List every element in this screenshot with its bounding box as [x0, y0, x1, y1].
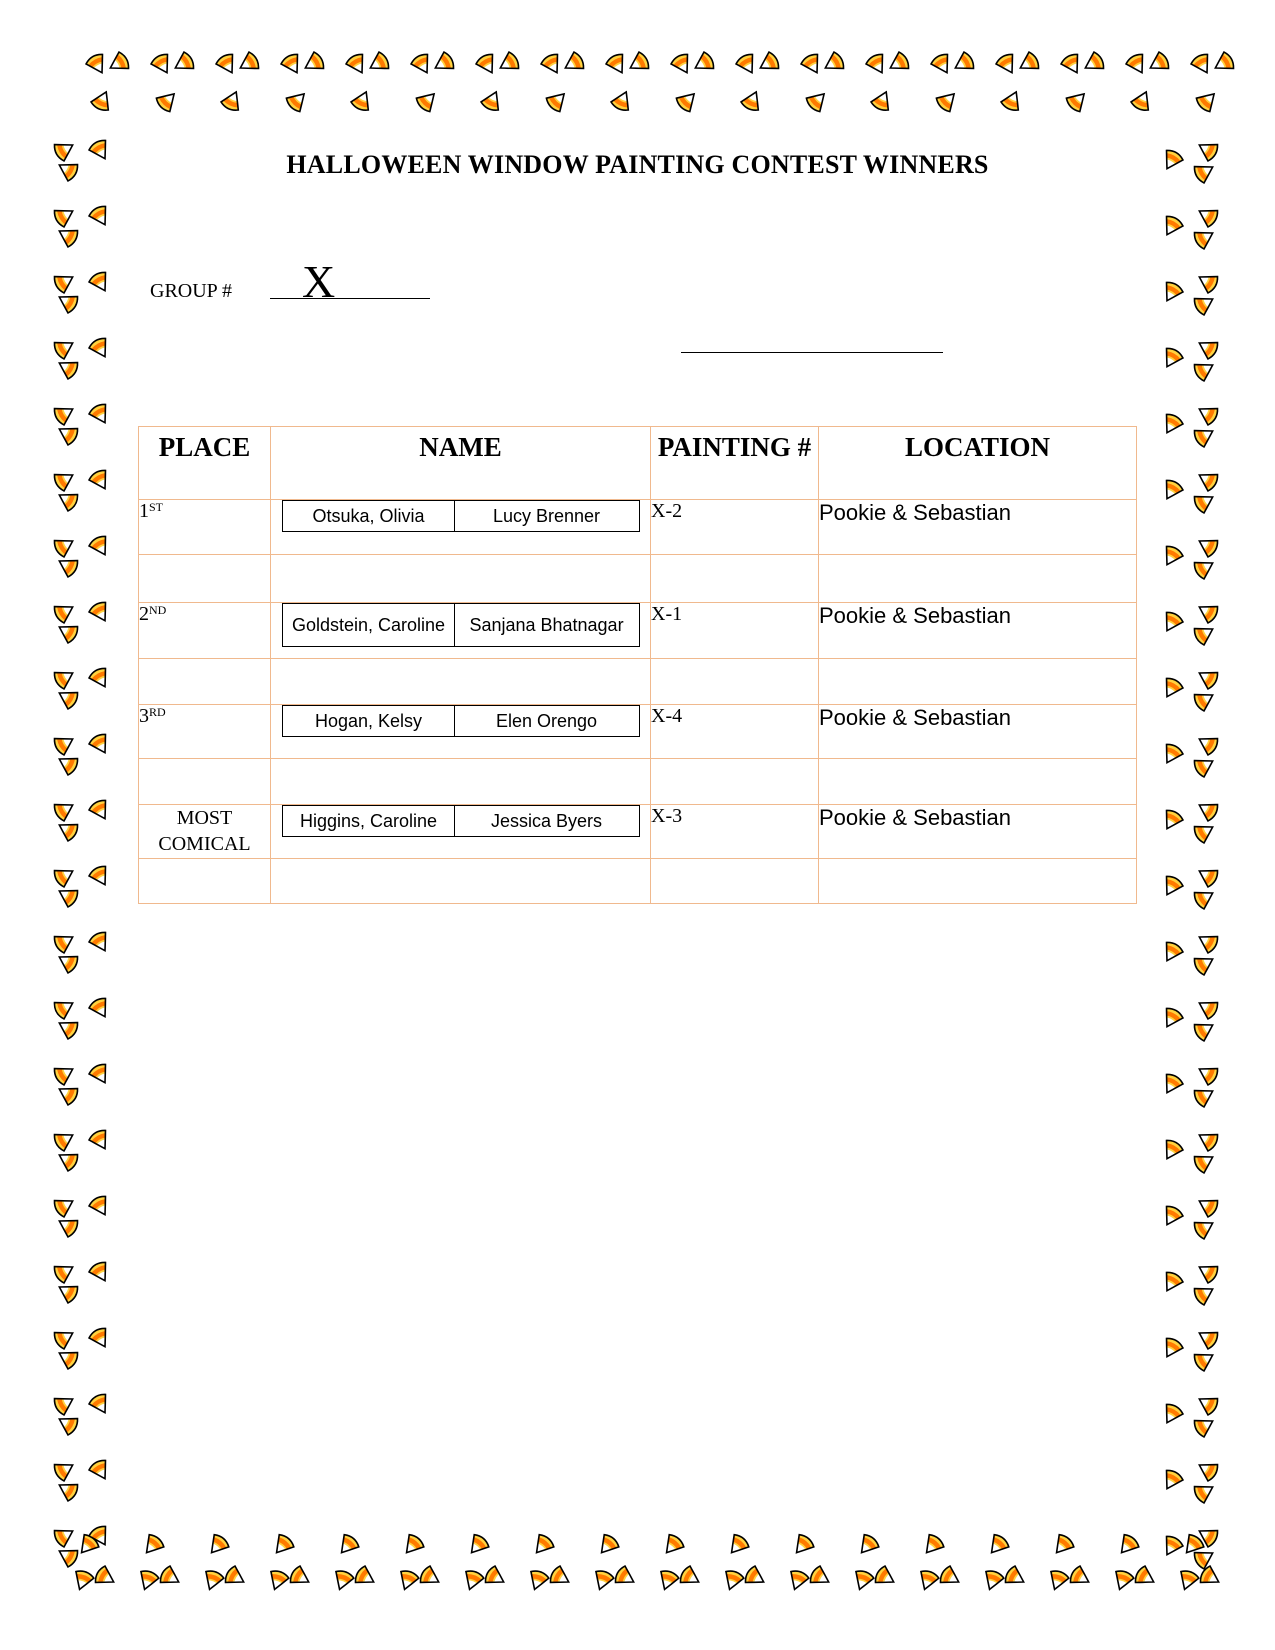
location-cell: Pookie & Sebastian — [819, 603, 1137, 659]
candy-corn-icon — [1159, 1336, 1185, 1362]
candy-corn-icon — [475, 52, 501, 78]
candy-corn-icon — [1192, 225, 1218, 251]
candy-corn-icon — [1192, 885, 1218, 911]
candy-corn-icon — [52, 1061, 78, 1087]
candy-corn-icon — [1192, 687, 1218, 713]
candy-corn-icon — [331, 1569, 355, 1593]
candy-corn-icon — [85, 52, 111, 78]
candy-corn-icon — [496, 51, 522, 77]
candy-corn-icon — [1133, 1565, 1159, 1591]
candy-corn-icon — [55, 619, 81, 645]
candy-corn-icon — [171, 51, 197, 77]
header-location: LOCATION — [819, 427, 1137, 500]
candy-corn-icon — [52, 467, 78, 493]
candy-corn-icon — [52, 533, 78, 559]
candy-corn-icon — [821, 51, 847, 77]
candy-corn-icon — [1192, 291, 1218, 317]
candy-corn-icon — [52, 929, 78, 955]
candy-corn-icon — [88, 1392, 114, 1418]
candy-corn-icon — [396, 1569, 420, 1593]
name-pair-box — [282, 500, 640, 532]
candy-corn-icon — [1195, 995, 1221, 1021]
candy-corn-icon — [236, 51, 262, 77]
candy-corn-icon — [1146, 51, 1172, 77]
name-pair-box — [282, 603, 640, 647]
place-suffix: ST — [149, 500, 164, 514]
candy-corn-icon — [1159, 610, 1185, 636]
group-underline — [270, 298, 430, 299]
candy-corn-icon — [1192, 1347, 1218, 1373]
candy-corn-icon — [1081, 51, 1107, 77]
candy-corn-icon — [984, 1532, 1010, 1558]
candy-corn-icon — [808, 1565, 834, 1591]
name-pair-box — [282, 705, 640, 737]
candy-corn-icon — [88, 1458, 114, 1484]
painting-cell: X-4 — [651, 705, 819, 759]
candy-corn-icon — [150, 52, 176, 78]
name-first: Hogan, Kelsy — [283, 706, 455, 736]
candy-corn-icon — [55, 487, 81, 513]
painting-cell: X-2 — [651, 500, 819, 555]
candy-corn-icon — [88, 996, 114, 1022]
candy-corn-icon — [721, 1569, 745, 1593]
candy-corn-icon — [88, 1194, 114, 1220]
candy-corn-icon — [544, 87, 571, 114]
candy-corn-icon — [154, 87, 181, 114]
candy-corn-icon — [52, 1523, 78, 1549]
candy-corn-icon — [1192, 357, 1218, 383]
candy-corn-icon — [1159, 1006, 1185, 1032]
candy-corn-icon — [1159, 808, 1185, 834]
candy-corn-icon — [743, 1565, 769, 1591]
candy-corn-icon — [1159, 1468, 1185, 1494]
candy-corn-icon — [1159, 742, 1185, 768]
candy-corn-icon — [52, 335, 78, 361]
candy-corn-icon — [1060, 52, 1086, 78]
candy-corn-icon — [1192, 753, 1218, 779]
candy-corn-icon — [55, 1015, 81, 1041]
place-cell — [139, 705, 271, 759]
location-cell: Pookie & Sebastian — [819, 805, 1137, 859]
candy-corn-icon — [345, 52, 371, 78]
candy-corn-icon — [88, 864, 114, 890]
candy-corn-icon — [418, 1565, 444, 1591]
candy-corn-icon — [934, 87, 961, 114]
candy-corn-icon — [1194, 87, 1221, 114]
candy-corn-icon — [301, 51, 327, 77]
candy-corn-icon — [916, 1569, 940, 1593]
candy-corn-icon — [930, 52, 956, 78]
header-place: PLACE — [139, 427, 271, 500]
candy-corn-icon — [591, 1569, 615, 1593]
candy-corn-icon — [55, 223, 81, 249]
name-first: Otsuka, Olivia — [283, 501, 455, 531]
winners-table — [138, 426, 1137, 904]
candy-corn-icon — [873, 1565, 899, 1591]
candy-corn-icon — [55, 355, 81, 381]
candy-corn-icon — [1159, 280, 1185, 306]
candy-corn-icon — [201, 1569, 225, 1593]
candy-corn-icon — [55, 1543, 81, 1569]
candy-corn-icon — [52, 731, 78, 757]
candy-corn-icon — [266, 1569, 290, 1593]
candy-corn-icon — [88, 468, 114, 494]
candy-corn-icon — [55, 553, 81, 579]
candy-corn-icon — [1192, 819, 1218, 845]
candy-corn-icon — [886, 51, 912, 77]
candy-corn-icon — [52, 203, 78, 229]
name-second: Elen Orengo — [495, 711, 598, 731]
candy-corn-icon — [1159, 940, 1185, 966]
candy-corn-icon — [55, 751, 81, 777]
candy-corn-icon — [204, 1532, 230, 1558]
candy-corn-icon — [789, 1532, 815, 1558]
candy-corn-icon — [55, 421, 81, 447]
candy-corn-icon — [350, 88, 375, 113]
candy-corn-icon — [1192, 951, 1218, 977]
candy-corn-icon — [1195, 467, 1221, 493]
candy-corn-icon — [1195, 929, 1221, 955]
candy-corn-icon — [88, 1260, 114, 1286]
candy-corn-icon — [1195, 533, 1221, 559]
name-first: Goldstein, Caroline — [283, 604, 455, 646]
candy-corn-icon — [71, 1569, 95, 1593]
candy-corn-icon — [529, 1532, 555, 1558]
candy-corn-icon — [88, 930, 114, 956]
candy-corn-icon — [55, 289, 81, 315]
name-first: Higgins, Caroline — [283, 806, 455, 836]
candy-corn-icon — [951, 51, 977, 77]
candy-corn-icon — [88, 600, 114, 626]
candy-corn-icon — [88, 270, 114, 296]
candy-corn-icon — [52, 1457, 78, 1483]
candy-corn-icon — [90, 88, 115, 113]
candy-corn-icon — [1195, 1193, 1221, 1219]
candy-corn-icon — [1159, 1402, 1185, 1428]
candy-corn-icon — [52, 1193, 78, 1219]
candy-corn-icon — [1195, 1391, 1221, 1417]
candy-corn-icon — [670, 52, 696, 78]
candy-corn-icon — [55, 883, 81, 909]
candy-corn-icon — [1195, 665, 1221, 691]
candy-corn-icon — [1016, 51, 1042, 77]
candy-corn-icon — [1195, 731, 1221, 757]
candy-corn-icon — [52, 995, 78, 1021]
candy-corn-icon — [55, 1411, 81, 1437]
table-row — [139, 705, 1137, 759]
candy-corn-icon — [1159, 874, 1185, 900]
candy-corn-icon — [223, 1565, 249, 1591]
candy-corn-icon — [88, 1326, 114, 1352]
candy-corn-icon — [1000, 88, 1025, 113]
name-second: Jessica Byers — [490, 811, 603, 831]
candy-corn-icon — [88, 666, 114, 692]
candy-corn-icon — [678, 1565, 704, 1591]
candy-corn-icon — [158, 1565, 184, 1591]
candy-corn-icon — [995, 52, 1021, 78]
candy-corn-icon — [1159, 214, 1185, 240]
candy-corn-icon — [656, 1569, 680, 1593]
table-header-row — [139, 427, 1137, 500]
candy-corn-icon — [52, 1259, 78, 1285]
candy-corn-icon — [870, 88, 895, 113]
candy-corn-icon — [1114, 1532, 1140, 1558]
candy-corn-icon — [334, 1532, 360, 1558]
candy-corn-icon — [561, 51, 587, 77]
candy-corn-icon — [1159, 1072, 1185, 1098]
candy-corn-icon — [88, 534, 114, 560]
candy-corn-icon — [1176, 1569, 1200, 1593]
candy-corn-icon — [1159, 1270, 1185, 1296]
candy-corn-icon — [106, 51, 132, 77]
candy-corn-icon — [52, 1325, 78, 1351]
candy-corn-icon — [1192, 555, 1218, 581]
candy-corn-icon — [1190, 52, 1216, 78]
candy-corn-icon — [740, 88, 765, 113]
candy-corn-icon — [548, 1565, 574, 1591]
candy-corn-icon — [865, 52, 891, 78]
candy-corn-icon — [414, 87, 441, 114]
candy-corn-icon — [1159, 676, 1185, 702]
candy-corn-icon — [93, 1565, 119, 1591]
candy-corn-icon — [55, 949, 81, 975]
candy-corn-icon — [55, 1213, 81, 1239]
place-number: 1 — [139, 500, 149, 522]
candy-corn-icon — [52, 863, 78, 889]
place-number: 3 — [139, 705, 149, 727]
candy-corn-icon — [1159, 1204, 1185, 1230]
candy-corn-icon — [804, 87, 831, 114]
candy-corn-icon — [1159, 346, 1185, 372]
candy-corn-icon — [55, 1147, 81, 1173]
candy-corn-icon — [215, 52, 241, 78]
candy-corn-icon — [88, 732, 114, 758]
candy-corn-icon — [55, 1279, 81, 1305]
candy-corn-icon — [1195, 1325, 1221, 1351]
candy-corn-icon — [1192, 1215, 1218, 1241]
candy-corn-icon — [136, 1569, 160, 1593]
name-cell — [271, 805, 651, 859]
candy-corn-icon — [1159, 1138, 1185, 1164]
name-second: Lucy Brenner — [492, 506, 601, 526]
candy-corn-icon — [1049, 1532, 1075, 1558]
candy-corn-icon — [854, 1532, 880, 1558]
candy-corn-icon — [594, 1532, 620, 1558]
candy-corn-icon — [55, 1477, 81, 1503]
candy-corn-icon — [659, 1532, 685, 1558]
candy-corn-icon — [724, 1532, 750, 1558]
candy-corn-icon — [1159, 544, 1185, 570]
candy-corn-icon — [55, 1081, 81, 1107]
candy-corn-icon — [88, 798, 114, 824]
table-row — [139, 805, 1137, 859]
candy-corn-icon — [1111, 1569, 1135, 1593]
candy-corn-icon — [1195, 335, 1221, 361]
signature-line — [681, 352, 943, 353]
candy-corn-icon — [1195, 1127, 1221, 1153]
candy-corn-icon — [52, 797, 78, 823]
candy-corn-icon — [483, 1565, 509, 1591]
candy-corn-icon — [981, 1569, 1005, 1593]
name-cell — [271, 603, 651, 659]
location-cell: Pookie & Sebastian — [819, 705, 1137, 759]
header-name: NAME — [271, 427, 651, 500]
candy-corn-icon — [366, 51, 392, 77]
candy-corn-icon — [1195, 203, 1221, 229]
group-value: X — [302, 256, 336, 307]
candy-corn-icon — [1192, 1479, 1218, 1505]
candy-corn-icon — [55, 1345, 81, 1371]
candy-corn-icon — [691, 51, 717, 77]
candy-corn-icon — [88, 402, 114, 428]
candy-corn-icon — [1064, 87, 1091, 114]
candy-corn-icon — [52, 665, 78, 691]
candy-corn-icon — [526, 1569, 550, 1593]
candy-corn-icon — [280, 52, 306, 78]
candy-corn-icon — [786, 1569, 810, 1593]
candy-corn-icon — [1159, 478, 1185, 504]
candy-corn-icon — [1195, 599, 1221, 625]
candy-corn-icon — [284, 87, 311, 114]
candy-corn-icon — [1192, 489, 1218, 515]
candy-corn-icon — [220, 88, 245, 113]
candy-corn-icon — [735, 52, 761, 78]
candy-corn-icon — [1192, 1149, 1218, 1175]
candy-corn-icon — [288, 1565, 314, 1591]
candy-corn-icon — [919, 1532, 945, 1558]
candy-corn-icon — [626, 51, 652, 77]
candy-corn-icon — [1159, 412, 1185, 438]
candy-corn-icon — [851, 1569, 875, 1593]
candy-corn-icon — [1192, 1017, 1218, 1043]
candy-corn-icon — [674, 87, 701, 114]
candy-corn-icon — [1192, 423, 1218, 449]
place-number: 2 — [139, 603, 149, 625]
name-cell — [271, 500, 651, 555]
place-cell: MOST COMICAL — [139, 805, 271, 859]
spacer-row — [139, 759, 1137, 805]
candy-corn-icon — [269, 1532, 295, 1558]
candy-corn-icon — [1130, 88, 1155, 113]
candy-corn-icon — [610, 88, 635, 113]
place-suffix: RD — [149, 705, 166, 719]
candy-corn-icon — [55, 817, 81, 843]
candy-corn-icon — [52, 1391, 78, 1417]
candy-corn-icon — [756, 51, 782, 77]
candy-corn-icon — [613, 1565, 639, 1591]
name-second: Sanjana Bhatnagar — [469, 615, 624, 635]
candy-corn-icon — [1159, 1534, 1185, 1560]
candy-corn-icon — [480, 88, 505, 113]
place-cell — [139, 500, 271, 555]
candy-corn-icon — [1195, 269, 1221, 295]
candy-corn-icon — [1068, 1565, 1094, 1591]
candy-corn-icon — [1195, 1457, 1221, 1483]
candy-corn-icon — [1195, 1259, 1221, 1285]
spacer-row — [139, 555, 1137, 603]
candy-corn-icon — [1003, 1565, 1029, 1591]
candy-corn-icon — [55, 685, 81, 711]
table-row — [139, 603, 1137, 659]
candy-corn-icon — [1192, 1281, 1218, 1307]
page-title: HALLOWEEN WINDOW PAINTING CONTEST WINNERS — [286, 150, 989, 179]
candy-corn-icon — [431, 51, 457, 77]
candy-corn-icon — [464, 1532, 490, 1558]
candy-corn-icon — [410, 52, 436, 78]
place-suffix: ND — [149, 603, 167, 617]
name-cell — [271, 705, 651, 759]
table-row — [139, 500, 1137, 555]
header-painting: PAINTING # — [651, 427, 819, 500]
candy-corn-icon — [353, 1565, 379, 1591]
candy-corn-icon — [1125, 52, 1151, 78]
candy-corn-icon — [605, 52, 631, 78]
candy-corn-icon — [1195, 797, 1221, 823]
location-cell: Pookie & Sebastian — [819, 500, 1137, 555]
painting-cell: X-3 — [651, 805, 819, 859]
candy-corn-icon — [1192, 1413, 1218, 1439]
spacer-row — [139, 659, 1137, 705]
candy-corn-icon — [938, 1565, 964, 1591]
candy-corn-icon — [1192, 1083, 1218, 1109]
candy-corn-icon — [1195, 1061, 1221, 1087]
candy-corn-icon — [1211, 51, 1237, 77]
candy-corn-icon — [1046, 1569, 1070, 1593]
candy-corn-icon — [88, 1062, 114, 1088]
candy-corn-icon — [88, 1128, 114, 1154]
candy-corn-icon — [52, 599, 78, 625]
name-pair-box — [282, 805, 640, 837]
candy-corn-icon — [399, 1532, 425, 1558]
spacer-row — [139, 859, 1137, 904]
candy-corn-icon — [461, 1569, 485, 1593]
candy-corn-icon — [52, 269, 78, 295]
group-label: GROUP # — [150, 280, 233, 302]
place-cell — [139, 603, 271, 659]
candy-corn-icon — [540, 52, 566, 78]
candy-corn-icon — [800, 52, 826, 78]
candy-corn-icon — [1192, 621, 1218, 647]
candy-corn-icon — [88, 336, 114, 362]
candy-corn-icon — [1195, 401, 1221, 427]
candy-corn-icon — [139, 1532, 165, 1558]
candy-corn-icon — [52, 1127, 78, 1153]
candy-corn-icon — [52, 401, 78, 427]
painting-cell: X-1 — [651, 603, 819, 659]
candy-corn-icon — [1195, 863, 1221, 889]
candy-corn-icon — [88, 204, 114, 230]
